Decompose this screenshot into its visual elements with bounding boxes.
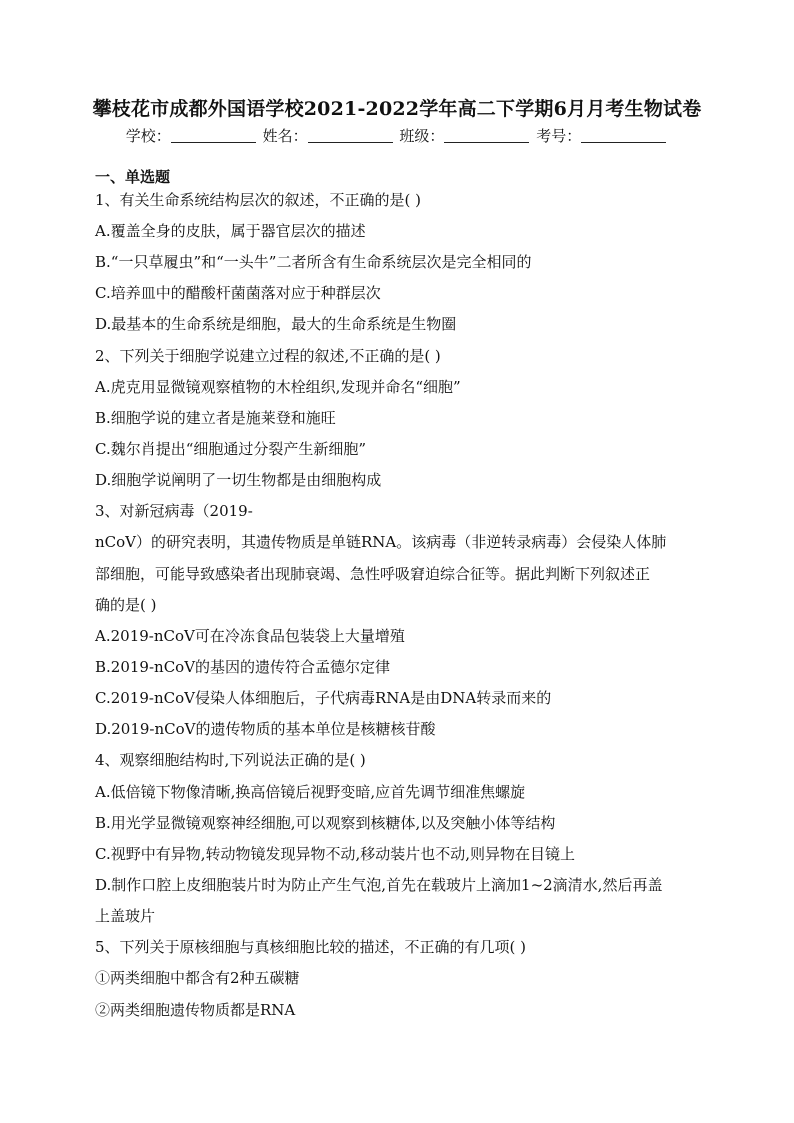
question-line: 4、观察细胞结构时,下列说法正确的是( ) [95, 751, 366, 769]
question-line: C.视野中有异物,转动物镜发现异物不动,移动装片也不动,则异物在目镜上 [95, 845, 576, 863]
exam-number-blank [581, 128, 666, 143]
question-line: D.2019-nCoV的遗传物质的基本单位是核糖核苷酸 [95, 720, 436, 738]
question-line: 确的是( ) [95, 596, 157, 614]
question-line: D.最基本的生命系统是细胞，最大的生命系统是生物圈 [95, 315, 457, 333]
question-line: A.低倍镜下物像清晰,换高倍镜后视野变暗,应首先调节细准焦螺旋 [95, 783, 526, 801]
question-line: D.制作口腔上皮细胞装片时为防止产生气泡,首先在载玻片上滴加1~2滴清水,然后再盖 [95, 876, 663, 894]
name-label: 姓名： [262, 127, 308, 145]
question-line: B.用光学显微镜观察神经细胞,可以观察到核糖体,以及突触小体等结构 [95, 814, 556, 832]
class-blank [444, 128, 529, 143]
question-line: A.覆盖全身的皮肤，属于器官层次的描述 [95, 222, 366, 240]
question-line: C.培养皿中的醋酸杆菌菌落对应于种群层次 [95, 284, 381, 302]
question-line: B.细胞学说的建立者是施莱登和施旺 [95, 409, 336, 427]
question-line: A.虎克用显微镜观察植物的木栓组织,发现并命名“细胞” [95, 378, 461, 396]
question-line: A.2019-nCoV可在冷冻食品包装袋上大量增殖 [95, 627, 405, 645]
question-line: 部细胞，可能导致感染者出现肺衰竭、急性呼吸窘迫综合征等。据此判断下列叙述正 [95, 565, 651, 583]
class-label: 班级： [399, 127, 445, 145]
question-line: 2、下列关于细胞学说建立过程的叙述,不正确的是( ) [95, 347, 441, 365]
question-line: 5、下列关于原核细胞与真核细胞比较的描述，不正确的有几项( ) [95, 938, 527, 956]
question-line: ②两类细胞遗传物质都是RNA [95, 1001, 296, 1019]
question-line: nCoV）的研究表明，其遗传物质是单链RNA。该病毒（非逆转录病毒）会侵染人体肺 [95, 533, 667, 551]
question-line: C.2019-nCoV侵染人体细胞后，子代病毒RNA是由DNA转录而来的 [95, 689, 552, 707]
question-line: B.2019-nCoV的基因的遗传符合孟德尔定律 [95, 658, 391, 676]
question-line: C.魏尔肖提出“细胞通过分裂产生新细胞” [95, 440, 367, 458]
question-line: 1、有关生命系统结构层次的叙述，不正确的是( ) [95, 191, 422, 209]
question-line: D.细胞学说阐明了一切生物都是由细胞构成 [95, 471, 382, 489]
student-info-row [0, 125, 794, 146]
school-label: 学校： [125, 127, 171, 145]
page-title: 攀枝花市成都外国语学校2021-2022学年高二下学期6月月考生物试卷 [92, 98, 702, 120]
section-heading: 一、单选题 [95, 168, 171, 186]
question-line: 上盖玻片 [95, 907, 156, 925]
school-blank [171, 128, 256, 143]
question-line: ①两类细胞中都含有2种五碳糖 [95, 969, 300, 987]
question-line: B.“一只草履虫”和“一头牛”二者所含有生命系统层次是完全相同的 [95, 253, 532, 271]
question-line: 3、对新冠病毒（2019- [95, 502, 253, 520]
exam-number-label: 考号： [536, 127, 582, 145]
name-blank [308, 128, 393, 143]
